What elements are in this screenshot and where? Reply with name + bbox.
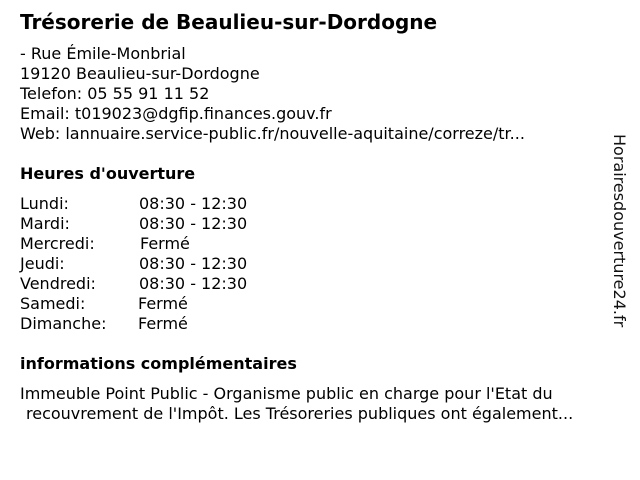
- time-value: Fermé: [140, 234, 190, 253]
- site-watermark: Horairesdouverture24.fr: [610, 134, 629, 328]
- info-line-2: recouvrement de l'Impôt. Les Trésoreries publiques ont également...: [26, 404, 574, 423]
- city-address: 19120 Beaulieu-sur-Dordogne: [20, 64, 260, 83]
- day-label: Dimanche:: [20, 314, 107, 333]
- time-value: 08:30 - 12:30: [139, 214, 248, 233]
- website-link: Web: lannuaire.service-public.fr/nouvelle-aquitaine/correze/tr...: [20, 124, 525, 143]
- additional-info-heading: informations complémentaires: [20, 354, 297, 373]
- page-title: Trésorerie de Beaulieu-sur-Dordogne: [20, 10, 438, 34]
- hours-row-sunday: [20, 314, 320, 334]
- street-address: - Rue Émile-Monbrial: [20, 44, 186, 63]
- day-label: Samedi:: [20, 294, 86, 313]
- hours-row-friday: [20, 274, 320, 294]
- time-value: 08:30 - 12:30: [139, 194, 248, 213]
- day-label: Mercredi:: [20, 234, 95, 253]
- email-address: Email: t019023@dgfip.finances.gouv.fr: [20, 104, 332, 123]
- info-line-1: Immeuble Point Public - Organisme public en charge pour l'Etat du: [20, 384, 553, 403]
- day-label: Jeudi:: [20, 254, 65, 273]
- hours-row-wednesday: [20, 234, 320, 254]
- time-value: Fermé: [138, 314, 188, 333]
- opening-hours-heading: Heures d'ouverture: [20, 164, 196, 183]
- time-value: Fermé: [138, 294, 188, 313]
- day-label: Mardi:: [20, 214, 70, 233]
- hours-row-monday: [20, 194, 320, 214]
- hours-row-thursday: [20, 254, 320, 274]
- hours-row-saturday: [20, 294, 320, 314]
- phone-number: Telefon: 05 55 91 11 52: [20, 84, 210, 103]
- day-label: Vendredi:: [20, 274, 96, 293]
- day-label: Lundi:: [20, 194, 69, 213]
- additional-info-text: [20, 384, 573, 424]
- time-value: 08:30 - 12:30: [139, 254, 248, 273]
- address-block: [20, 44, 525, 144]
- time-value: 08:30 - 12:30: [139, 274, 248, 293]
- opening-hours-list: [20, 194, 320, 334]
- hours-row-tuesday: [20, 214, 320, 234]
